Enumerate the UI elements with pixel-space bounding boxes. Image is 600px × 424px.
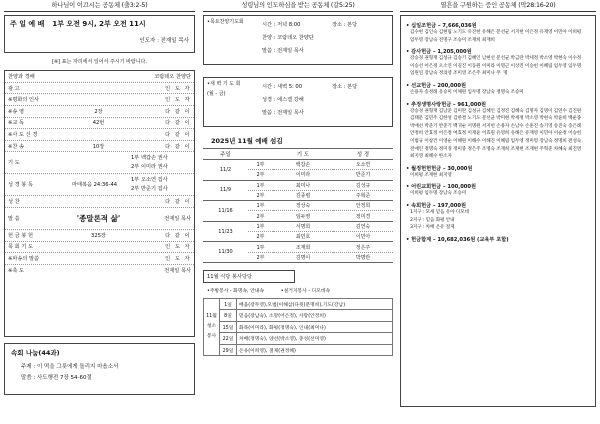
order-item: ※사 도 신 경 다 같 이 (5, 129, 194, 141)
offering-label: 헌금합계 – 10,682,036원 (교육부 포함) (411, 236, 509, 243)
order-item: ※송 영 2장 다 같 이 (5, 106, 194, 118)
prayer-title: •새 벽 기 도 회 (207, 81, 241, 87)
offering-category (406, 236, 590, 243)
order-item: ※찬 송 10장 다 같 이 (5, 141, 194, 153)
cell-group-topic: 주제 : 이 떡을 그릇에게 돌리지 마옵소서 (21, 364, 119, 371)
meal-duty-title: 11월 식당 봉사당당 (203, 270, 295, 283)
donor-names: 이희평 임두명 장남숙 조승미 (410, 191, 467, 197)
table-row: 11/16 1부 정상숙 안정희 (203, 201, 393, 211)
bullet-icon: • (406, 49, 412, 56)
cleaning-table (203, 298, 393, 357)
standing-note: [※] 표는 자리에서 일어서 주시기 바랍니다. (52, 59, 147, 65)
prayer-row: 기 도 1부 백갑손 권사 2부 이미라 권사 (5, 152, 194, 174)
cell-group-box (4, 343, 195, 395)
offering-label: 선교헌금 – 200,000원 (411, 82, 467, 89)
dawn-prayer-box: •새 벽 기 도 회 (월 - 금) 시간 : 새벽 5: 00 장소 : 본당 성경 : 에스겔 강해 말씀 : 전재일 목사 (203, 77, 393, 127)
scripture-ref: 마태복음 24:36-44 (71, 182, 118, 189)
offering-category (406, 101, 590, 108)
bullet-icon: • (406, 82, 412, 89)
table-row: 8일 믿음(장남숙), 소망(어은정), 사랑(안정희) (204, 310, 393, 322)
order-item: 목 회 기 도 인 도 자 (5, 242, 194, 254)
bullet-icon: • (406, 165, 412, 172)
scripture-row: 성 경 봉 독 마태복음 24:36-44 1부 오소연 집사 2부 반준기 집사 (5, 174, 194, 196)
table-row: 22일 차배(정명숙), 양선(박소영), 충성(선미영) (204, 333, 393, 345)
bullet-icon: • (406, 184, 412, 191)
donor-names: 강승경 권형재 김남준 김미란 김성규 김혜인 김정진 김혜숙 김명자 김명이 김연수 김진원 김태문 김민주 김한성 김한결 노기도 문선균 박미현 박세정 박소영 박현숙 박윤희 백운종 박애선 박준기 반준기 백귀순 서명원 서지헌 손용자 손남수 손훈진 송기영 송진숙 송은례 안정희 안효정 어은정 여효정 이재윤 어효원 유영희 유해은 유재영 이민아 이순정 이승헌 이범규 이창건 이영순 이혜원 이해수 이해진 이혜림 임두영 정미령 장남숙 정명희 전성숙 전애린 정명숙 정미경 정미중 정은주 조명숙 조재희 조재현 조재현 주혁준 차혜숙 최진영 최지영 최혜수 한소자 (410, 108, 583, 160)
donor-names: 1지구 : 모세 믿음 유아 디모데 2지구 : 믿음 화평 안내 3지구 : 차배 온유 절제 (410, 209, 469, 231)
bullet-icon: • (406, 202, 412, 209)
offering-category (406, 183, 590, 190)
reader-line: 2부 반준기 집사 (131, 185, 168, 192)
meal-roles: •주방봉사 - 화명속, 안내속 •설거지봉사 - 디모데속 (207, 288, 331, 294)
offering-label: 어린교회헌금 – 100,000원 (411, 184, 477, 191)
table-row: 11/9 1부 최미나 김성규 (203, 180, 393, 190)
table-row: 2부 임두영 정미경 (203, 211, 393, 221)
order-item: ※축 도 전재일 목사 (8, 268, 191, 275)
service-title: 주 일 예 배 (10, 20, 45, 28)
bullet-icon: • (406, 23, 412, 29)
donor-names: 김수현 김인숙 김현림 노기도 유진헌 유해은 문선균 서지헌 이은정 유재영 이민아 이희평 임두영 장남숙 전명구 조승미 조재희 최재희 (410, 30, 583, 43)
prayer-title: •목요찬양기도회 (207, 19, 244, 25)
offering-label: 추정생명사랑헌금 – 961,000원 (411, 101, 487, 108)
reader-line: 1부 오소연 집사 (131, 176, 168, 183)
column-schedule (203, 0, 393, 356)
column-header: 열흔을 구원하는 증인 공동체 (막28:16-20) (400, 0, 596, 12)
table-row: 2부 김종렬 주혁준 (203, 190, 393, 200)
cell-group-title: 속회 나눔(44과) (11, 349, 60, 358)
offering-label: 속회헌금 – 197,000원 (411, 202, 467, 209)
officiant: 인도자 : 전재일 목사 (139, 38, 189, 44)
offering-label: 월정헌헌헌금 – 30,000원 (411, 165, 473, 172)
column-worship (4, 0, 195, 395)
table-row: 11월 청소 봉사 1일 배움(장두영),모범(이해삼)다윗(분명희),기도(강남) (204, 298, 393, 310)
offering-label: 감사헌금 – 1,205,000원 (411, 49, 472, 56)
order-item: ※교 독 42번 다 같 이 (5, 118, 194, 130)
offering-box (400, 15, 596, 407)
offering-category (406, 82, 590, 89)
donor-names: 강승경 권형재 김성규 김승기 김혜인 남현선 문선균 박금란 박세정 박소영 박현숙 이수정 이승선 어은정 오소연 이길진 이동원 이미라 이명근 이상진 이승헌 이혜림 임두영 임두명 임원연 장남숙 정의영 조미영 조은주 최미나 무 명 (410, 56, 583, 77)
cell-group-scripture: 말씀 : 사도행전 7장 54-60절 (21, 375, 92, 382)
service-box (4, 15, 195, 53)
offering-category (406, 22, 590, 29)
order-item: ※파송의 말씀 인 도 자 (5, 253, 194, 265)
table-row: 11/30 1부 조재희 정은주 (203, 242, 393, 252)
prayer-line: 2부 이미라 권사 (131, 163, 168, 170)
order-of-worship (4, 70, 195, 337)
offering-category (406, 165, 590, 172)
volunteer-table: 주일 기 도 성 경 11/2 1부 백갑손 오소연 2부 이미라 반준기 11/9 1부 최미나 김성규 2부 김종렬 주혁준 11/16 1부 정상숙 안정희 2부 임두영 정미경 11/23 1부 서명희 김연숙 2부 최민호 이민아 11/30 1부 조재희 정은주 2부 김명이 박명란 (203, 148, 393, 263)
table-row: 15일 화목(이미라), 화평(정명숙), 인내(최미나) (204, 321, 393, 333)
sermon-title: '종말론적 삶' (76, 214, 121, 223)
bullet-icon: • (406, 101, 412, 108)
table-row: 2부 김명이 박명란 (203, 252, 393, 262)
table-row: 2부 이미라 반준기 (203, 170, 393, 180)
volunteer-title: 2025년 11월 예배 섬김 (211, 137, 283, 145)
offering-label: 십일조헌금 – 7,666,036원 (411, 23, 477, 29)
table-row: 29일 온유(이희영), 절제(권정혜) (204, 344, 393, 356)
sermon-row: 말 씀 '종말론적 삶' 전재일 목사 (5, 208, 194, 230)
offering-category (406, 202, 590, 209)
table-row: 2부 최민호 이민아 (203, 232, 393, 242)
column-header: 성령님의 인도하심을 받는 공동체 (갈5:25) (203, 0, 393, 12)
prayer-line: 1부 백갑손 권사 (131, 154, 168, 161)
choir-row: 성 찬 다 같 이 (5, 196, 194, 208)
order-item: 헌 금 봉 헌 325장 다 같 이 (5, 230, 194, 242)
table-row: 11/23 1부 서명희 김연숙 (203, 221, 393, 231)
bullet-icon: • (406, 236, 412, 243)
service-time: 1부 오전 9시, 2부 오전 11시 (52, 20, 146, 28)
table-row: 11/2 1부 백갑손 오소연 (203, 160, 393, 170)
offering-list (406, 22, 590, 243)
offering-category (406, 48, 590, 55)
donor-names: 손용자 송정례 유승미 이채원 임두명 장남숙 정명숙 조승미 (410, 89, 524, 95)
column-header: 하나님이 이끄시는 공동체 (출3:2-5) (4, 0, 195, 12)
order-item: 광 고 인 도 자 (5, 83, 194, 95)
thursday-prayer-box: •목요찬양기도회 시간 : 저녁 8:00 장소 : 본당 찬양 : 코람데오 찬양단 말씀 : 전재일 목사 (203, 15, 393, 65)
order-item: ※평화의 인사 인 도 자 (5, 94, 194, 106)
prayer-subtitle: (월 - 금) (207, 91, 226, 98)
column-offering (400, 0, 596, 407)
order-header: 찬양과 경배 코람데오 찬양단 (5, 71, 194, 83)
donor-names: 이희평 조재현 최지영 (410, 172, 452, 178)
